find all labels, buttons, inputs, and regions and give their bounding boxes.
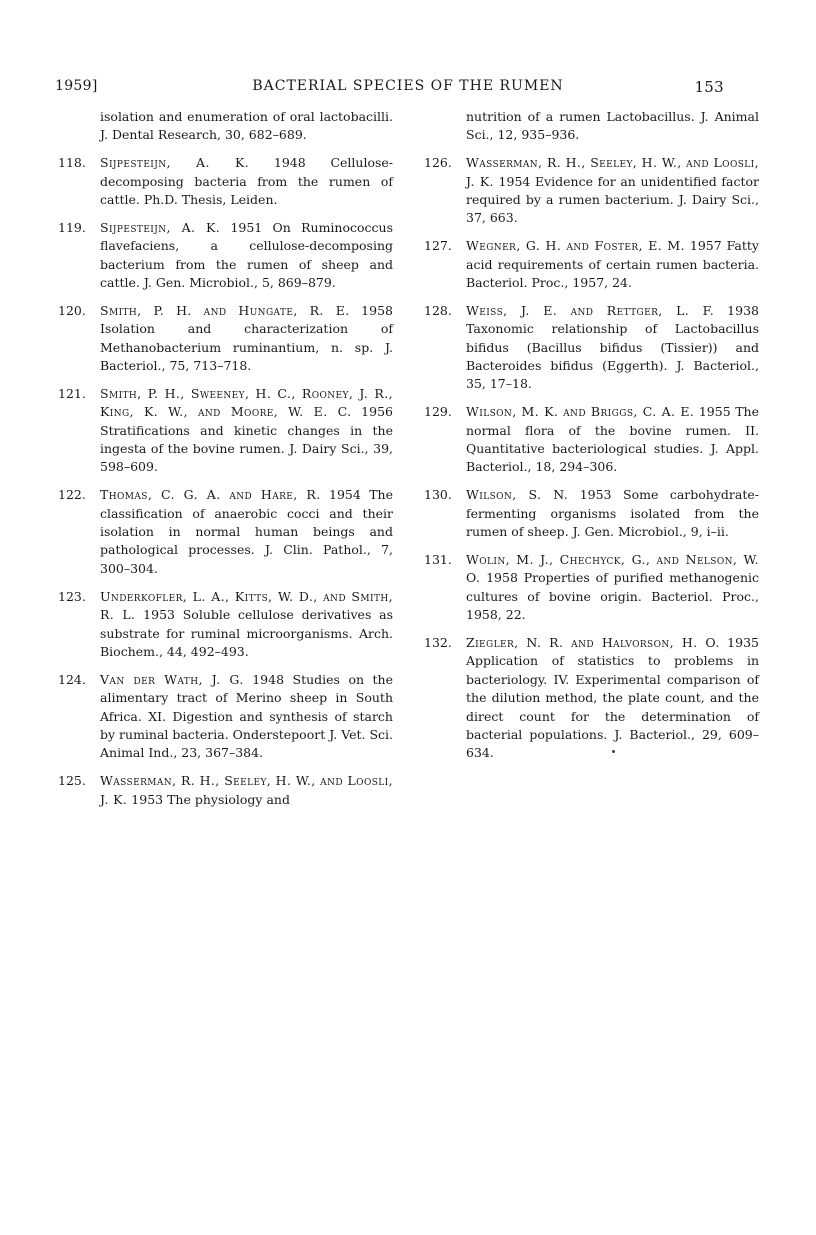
reference-entry: [424, 551, 759, 625]
reference-entry: [58, 671, 393, 763]
reference-text: 1948 Studies on the alimentary tract of Merino sheep in South Africa. XI. Digestion and synthesis of starch by ruminal bacteria. Onderstepoort J. Vet. Sci. Animal Ind., 23, 367–384.: [100, 671, 393, 761]
reference-text: 1953 The physiology and: [127, 791, 290, 807]
left-column: [58, 108, 393, 818]
reference-text: 1954 Evidence for an unidentified factor required by a rumen bacterium. J. Dairy Sci., 37, 663.: [466, 173, 759, 226]
reference-number: 119.: [58, 219, 86, 235]
reference-authors: Ziegler, N. R. and Halvorson, H. O.: [466, 634, 720, 650]
reference-number: 130.: [424, 487, 452, 503]
reference-text: isolation and enumeration of oral lactobacilli. J. Dental Research, 30, 682–689.: [100, 109, 393, 143]
running-head-year: 1959]: [55, 78, 98, 94]
reference-text: 1954 The classification of anaerobic cocci and their isolation in normal human beings and pathological processes. J. Clin. Pathol., 7, 300–304.: [100, 487, 393, 576]
reference-text: 1955 The normal flora of the bovine rumen. II. Quantitative bacteriological studies. J. Appl. Bacteriol., 18, 294–306.: [466, 404, 760, 475]
reference-authors: Underkofler, L. A., Kitts, W. D., and Smith, R. L.: [100, 588, 393, 623]
reference-authors: Sijpesteijn, A. K.: [100, 155, 250, 171]
right-column: [424, 108, 759, 772]
reference-authors: Van der Wath, J. G.: [100, 671, 244, 687]
reference-entry: [58, 772, 393, 809]
reference-entry: [424, 302, 759, 394]
reference-entry: [424, 634, 759, 763]
reference-entry: [424, 237, 759, 292]
stray-mark: [612, 750, 615, 753]
reference-entry: [58, 154, 393, 209]
reference-number: 131.: [424, 551, 452, 567]
reference-authors: Wasserman, R. H., Seeley, H. W., and Loosli, J. K.: [466, 155, 759, 189]
reference-authors: Sijpesteijn, A. K.: [100, 219, 221, 235]
reference-number: 126.: [424, 155, 452, 171]
page-number: 153: [694, 78, 724, 96]
reference-text: 1948 Cellulose-decomposing bacteria from the rumen of cattle. Ph.D. Thesis, Leiden.: [100, 155, 394, 208]
reference-number: 132.: [424, 634, 452, 650]
reference-entry: [58, 486, 393, 578]
reference-number: 129.: [424, 404, 452, 420]
reference-entry: [58, 385, 393, 477]
reference-number: 124.: [58, 671, 86, 687]
reference-text: 1938 Taxonomic relationship of Lactobacillus bifidus (Bacillus bifidus (Tissier)) and Bacteroides bifidus (Eggerth). J. Bacteriol., 35, 17–18.: [466, 302, 759, 392]
reference-number: 121.: [58, 385, 86, 401]
reference-authors: Wasserman, R. H., Seeley, H. W., and Loosli, J. K.: [100, 773, 393, 807]
reference-continuation: [424, 108, 759, 145]
reference-number: 123.: [58, 588, 86, 604]
reference-entry: [58, 302, 393, 376]
reference-text: 1935 Application of statistics to problems in bacteriology. IV. Experimental comparison of the dilution method, the plate count, and the direct count for the determination of bacterial populations. J. Bacteriol., 29, 609–634.: [466, 634, 759, 761]
reference-text: 1956 Stratifications and kinetic changes in the ingesta of the bovine rumen. J. Dairy Sci., 39, 598–609.: [100, 404, 393, 475]
reference-number: 128.: [424, 302, 452, 318]
reference-authors: Wolin, M. J., Chechyck, G., and Nelson, W. O.: [466, 551, 759, 586]
reference-number: 125.: [58, 773, 86, 789]
reference-entry: [424, 403, 759, 477]
reference-number: 122.: [58, 487, 86, 503]
reference-authors: Weiss, J. E. and Rettger, L. F.: [466, 302, 715, 318]
reference-text: 1951 On Ruminococcus flavefaciens, a cellulose-decomposing bacterium from the rumen of sheep and cattle. J. Gen. Microbiol., 5, 869–879.: [100, 219, 393, 291]
reference-number: 120.: [58, 302, 86, 318]
reference-text: 1958 Isolation and characterization of Methanobacterium ruminantium, n. sp. J. Bacteriol., 75, 713–718.: [100, 302, 393, 374]
reference-entry: [58, 219, 393, 293]
reference-text: nutrition of a rumen Lactobacillus. J. Animal Sci., 12, 935–936.: [466, 109, 759, 143]
reference-text: 1953 Soluble cellulose derivatives as substrate for ruminal microorganisms. Arch. Biochem., 44, 492–493.: [100, 607, 393, 659]
reference-authors: Wilson, S. N.: [466, 487, 569, 503]
reference-text: 1958 Properties of purified methanogenic cultures of bovine origin. Bacteriol. Proc., 1958, 22.: [466, 570, 759, 623]
reference-number: 127.: [424, 238, 452, 254]
reference-authors: Wegner, G. H. and Foster, E. M.: [466, 238, 685, 254]
reference-authors: Thomas, C. G. A. and Hare, R.: [100, 487, 321, 503]
reference-entry: [424, 486, 759, 541]
reference-text: 1957 Fatty acid requirements of certain rumen bacteria. Bacteriol. Proc., 1957, 24.: [466, 238, 759, 291]
reference-entry: [424, 154, 759, 228]
running-head-title: BACTERIAL SPECIES OF THE RUMEN: [252, 78, 564, 94]
reference-entry: [58, 588, 393, 662]
reference-authors: Smith, P. H., Sweeney, H. C., Rooney, J. R., King, K. W., and Moore, W. E. C.: [100, 385, 393, 420]
reference-continuation: [58, 108, 393, 145]
reference-number: 118.: [58, 155, 86, 171]
reference-text: 1953 Some carbohydrate-fermenting organisms isolated from the rumen of sheep. J. Gen. Microbiol., 9, i–ii.: [466, 487, 759, 540]
reference-authors: Wilson, M. K. and Briggs, C. A. E.: [466, 404, 695, 420]
reference-authors: Smith, P. H. and Hungate, R. E.: [100, 302, 350, 318]
